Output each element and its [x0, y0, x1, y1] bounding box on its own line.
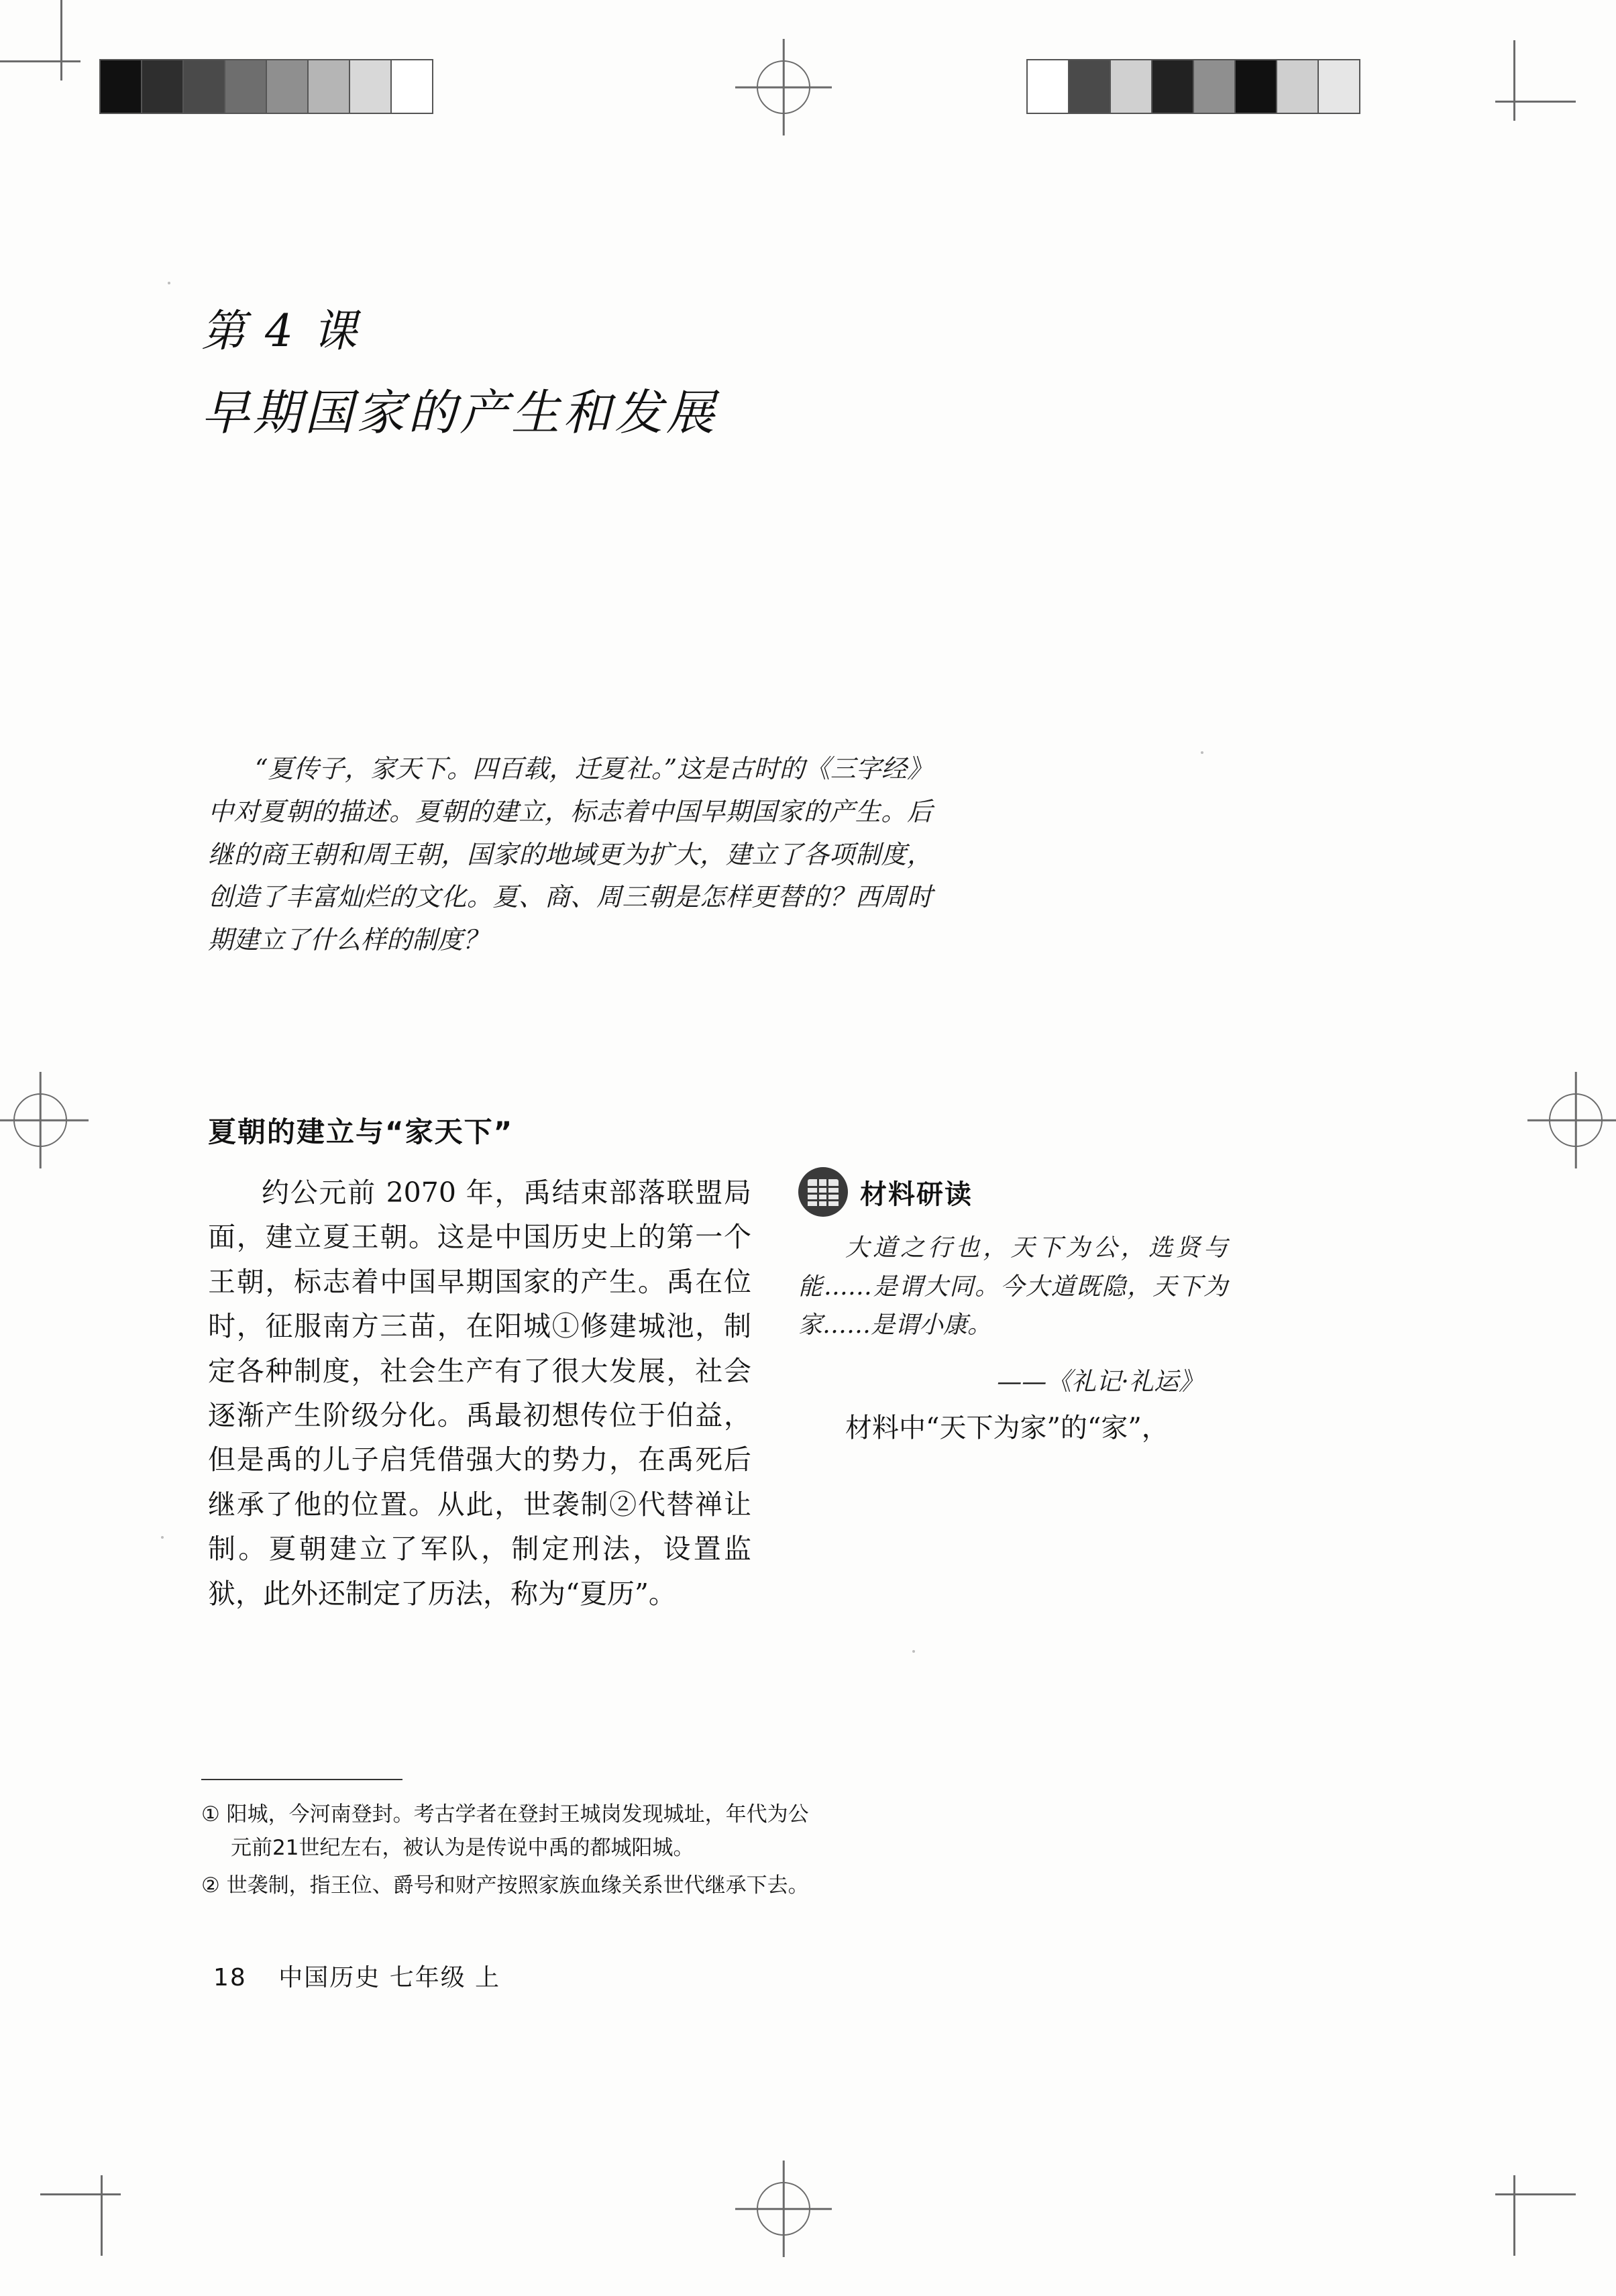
material-study-sidebar — [798, 1167, 1228, 1450]
corner-mark-bottom-right — [1495, 2175, 1576, 2256]
section-title: 夏朝的建立与“家天下” — [208, 1115, 514, 1148]
lesson-number: 第 4 课 — [201, 305, 360, 357]
book-badge-icon — [798, 1167, 848, 1217]
registration-crosshair-top — [757, 60, 810, 114]
lesson-title: 早期国家的产生和发展 — [201, 384, 718, 441]
body-paragraph: 约公元前 2070 年，禹结束部落联盟局面，建立夏王朝。这是中国历史上的第一个王朝，标志着中国早期国家的产生。禹在位时，征服南方三苗，在阳城①修建城池，制定各种制度，社会生产有了很大发展，社会逐渐产生阶级分化。禹最初想传位于伯益，但是禹的儿子启凭借强大的势力，在禹死后继承了他的位置。从此，世袭制②代替禅让制。夏朝建立了军队，制定刑法，设置监狱，此外还制定了历法，称为“夏历”。 — [208, 1177, 751, 1610]
corner-mark-top-left — [0, 0, 80, 80]
body-column — [208, 1170, 751, 1616]
sidebar-quote — [798, 1229, 1228, 1345]
footnote-item — [201, 1869, 946, 1902]
scan-speck — [912, 1650, 915, 1653]
intro-block — [208, 748, 932, 962]
sidebar-question: 材料中“天下为家”的“家”， — [845, 1412, 1169, 1443]
corner-mark-bottom-left — [40, 2175, 121, 2256]
intro-paragraph: “夏传子，家天下。四百载，迁夏社。”这是古时的《三字经》中对夏朝的描述。夏朝的建立，标志着中国早期国家的产生。后继的商王朝和周王朝，国家的地域更为扩大，建立了各项制度，创造了丰富灿烂的文化。夏、商、周三朝是怎样更替的？西周时期建立了什么样的制度？ — [208, 754, 932, 955]
footnote-divider — [201, 1779, 402, 1780]
footnote-marker: ① — [201, 1802, 220, 1826]
sidebar-quote-text: 大道之行也，天下为公，选贤与能……是谓大同。今大道既隐，天下为家……是谓小康。 — [798, 1234, 1228, 1340]
sidebar-header — [798, 1167, 1228, 1217]
scan-speck — [168, 282, 170, 284]
page-number: 18 — [213, 1964, 247, 1991]
registration-crosshair-bottom — [757, 2182, 810, 2236]
sidebar-quote-source: ——《礼记·礼运》 — [997, 1366, 1203, 1396]
footnotes — [201, 1798, 946, 1907]
registration-crosshair-left — [13, 1093, 67, 1147]
book-title: 中国历史 七年级 上 — [278, 1964, 501, 1991]
scan-speck — [1201, 751, 1203, 754]
footnote-continuation: 元前21世纪左右，被认为是传说中禹的都城阳城。 — [231, 1836, 694, 1861]
color-bar-left — [99, 59, 433, 114]
color-bar-right — [1026, 59, 1360, 114]
registration-crosshair-right — [1549, 1093, 1603, 1147]
footnote-text: 世袭制，指王位、爵号和财产按照家族血缘关系世代继承下去。 — [226, 1873, 809, 1898]
footnote-text: 阳城，今河南登封。考古学者在登封王城岗发现城址，年代为公 — [226, 1802, 809, 1826]
corner-mark-top-right — [1495, 40, 1576, 121]
footnote-item — [201, 1798, 946, 1865]
scan-speck — [161, 1536, 164, 1539]
page-footer — [213, 1959, 500, 1993]
lesson-heading — [201, 295, 718, 443]
footnote-marker: ② — [201, 1873, 220, 1898]
sidebar-label: 材料研读 — [860, 1179, 973, 1210]
